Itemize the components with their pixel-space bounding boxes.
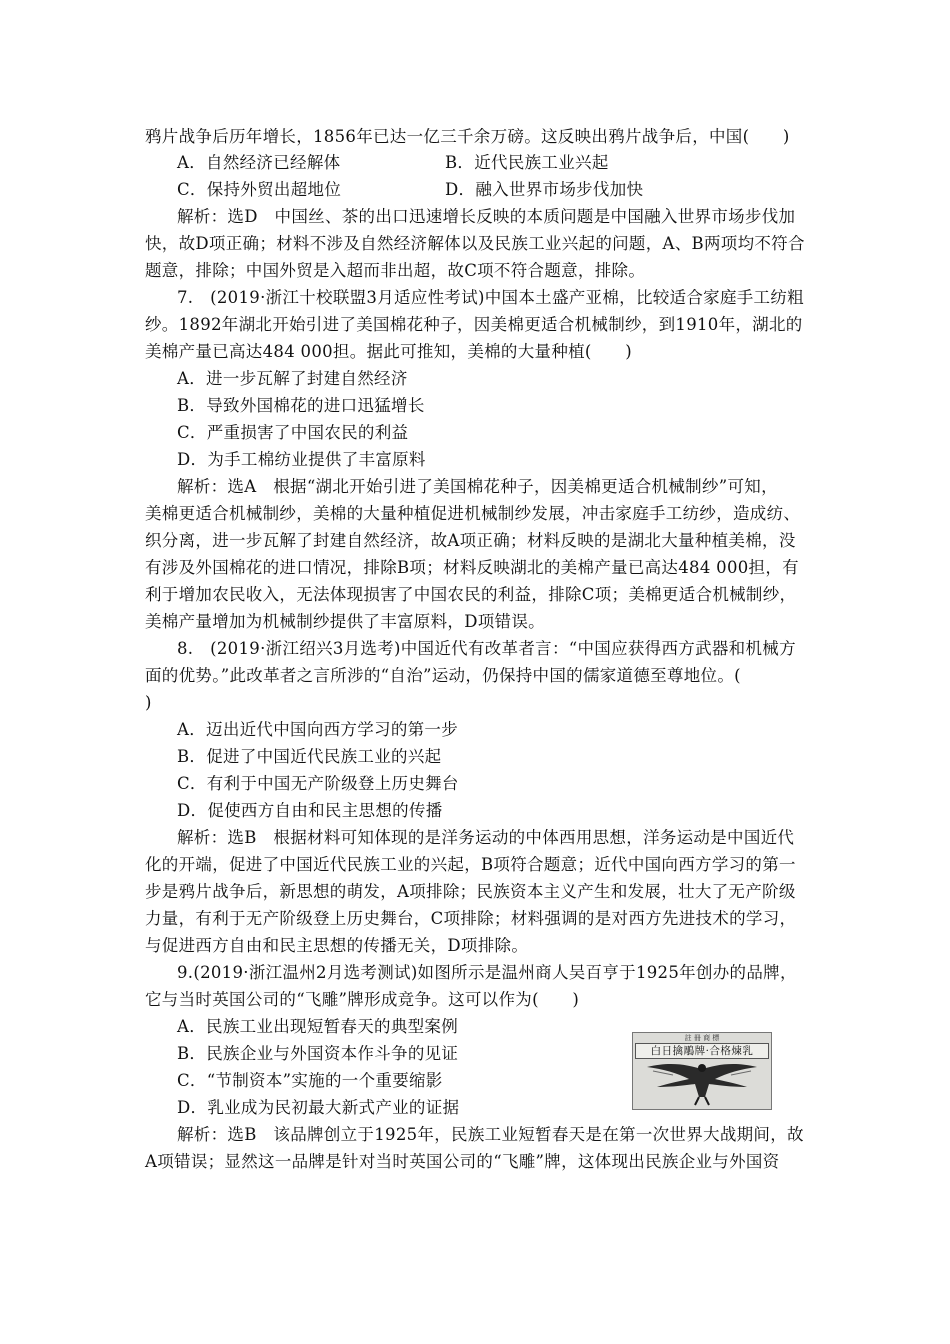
q9-stem-line: 它与当时英国公司的“飞雕”牌形成竞争。这可以作为( ) [145,990,580,1009]
q8-stem-line: 面的优势。”此改革者之言所涉的“自治”运动，仍保持中国的儒家道德至尊地位。( [145,666,741,685]
q6-option-a: A．自然经济已经解体 [177,153,341,172]
q9-option-d: D．乳业成为民初最大新式产业的证据 [177,1098,460,1117]
q7-stem-line: 7. (2019·浙江十校联盟3月适应性考试)中国本土盛产亚棉，比较适合家庭手工纺粗 [177,288,804,307]
q9-option-c: C．“节制资本”实施的一个重要缩影 [177,1071,443,1090]
q9-analysis-line: A项错误；显然这一品牌是针对当时英国公司的“飞雕”牌，这体现出民族企业与外国资 [145,1152,780,1171]
q7-analysis-line: 解析：选A 根据“湖北开始引进了美国棉花种子，因美棉更适合机械制纱”可知， [177,477,778,496]
q9-stem-line: 9.(2019·浙江温州2月选考测试)如图所示是温州商人吴百亨于1925年创办的品牌， [177,963,797,982]
q6-option-b: B．近代民族工业兴起 [445,153,609,172]
q8-option-a: A．迈出近代中国向西方学习的第一步 [177,720,459,739]
eagle-icon [633,1057,771,1109]
q7-analysis-line: 织分离，进一步瓦解了封建自然经济，故A项正确；材料反映的是湖北大量种植美棉，没 [145,531,796,550]
q8-analysis-line: 化的开端，促进了中国近代民族工业的兴起，B项符合题意；近代中国向西方学习的第一 [145,855,796,874]
q8-option-d: D．促使西方自由和民主思想的传播 [177,801,443,820]
q6-option-d: D．融入世界市场步伐加快 [445,180,644,199]
q9-analysis-line: 解析：选B 该品牌创立于1925年，民族工业短暂春天是在第一次世界大战期间，故 [177,1125,804,1144]
q8-option-c: C．有利于中国无产阶级登上历史舞台 [177,774,459,793]
logo-trademark-text: 註 冊 商 標 [684,1034,720,1042]
q9-option-a: A．民族工业出现短暂春天的典型案例 [177,1017,459,1036]
q8-analysis-line: 力量，有利于无产阶级登上历史舞台，C项排除；材料强调的是对西方先进技术的学习， [145,909,797,928]
q7-stem-line: 纱。1892年湖北开始引进了美国棉花种子，因美棉更适合机械制纱，到1910年，湖北的 [145,315,803,334]
q7-analysis-line: 美棉产量增加为机械制纱提供了丰富原料，D项错误。 [145,612,545,631]
q7-stem-line: 美棉产量已高达484 000担。据此可推知，美棉的大量种植( ) [145,342,633,361]
q8-analysis-line: 与促进西方自由和民主思想的传播无关，D项排除。 [145,936,529,955]
q6-option-c: C．保持外贸出超地位 [177,180,342,199]
q8-stem-line: 8. (2019·浙江绍兴3月选考)中国近代有改革者言：“中国应获得西方武器和机械方 [177,639,796,658]
q7-analysis-line: 利于增加农民收入，无法体现损害了中国农民的利益，排除C项；美棉更适合机械制纱， [145,585,797,604]
q9-option-b: B．民族企业与外国资本作斗争的见证 [177,1044,459,1063]
q6-stem-line: 鸦片战争后历年增长，1856年已达一亿三千余万磅。这反映出鸦片战争后，中国( ) [145,127,790,146]
q8-analysis-line: 步是鸦片战争后，新思想的萌发，A项排除；民族资本主义产生和发展，壮大了无产阶级 [145,882,796,901]
q7-option-c: C．严重损害了中国农民的利益 [177,423,409,442]
q7-option-b: B．导致外国棉花的进口迅猛增长 [177,396,425,415]
q8-analysis-line: 解析：选B 根据材料可知体现的是洋务运动的中体西用思想，洋务运动是中国近代 [177,828,795,847]
q7-analysis-line: 有涉及外国棉花的进口情况，排除B项；材料反映湖北的美棉产量已高达484 000担，有 [145,558,799,577]
q8-stem-line: ) [145,693,152,712]
q6-analysis-line: 题意，排除；中国外贸是入超而非出超，故C项不符合题意，排除。 [145,261,646,280]
brand-logo-image [632,1032,772,1110]
logo-brand-band: 白日擒鵰牌·合格煉乳 [635,1043,769,1059]
q7-option-a: A．进一步瓦解了封建自然经济 [177,369,408,388]
q6-analysis-line: 快，故D项正确；材料不涉及自然经济解体以及民族工业兴起的问题，A、B两项均不符合 [145,234,805,253]
q7-option-d: D．为手工棉纺业提供了丰富原料 [177,450,426,469]
q6-analysis-line: 解析：选D 中国丝、茶的出口迅速增长反映的本质问题是中国融入世界市场步伐加 [177,207,796,226]
q7-analysis-line: 美棉更适合机械制纱，美棉的大量种植促进机械制纱发展，冲击家庭手工纺纱，造成纺、 [145,504,801,523]
q8-option-b: B．促进了中国近代民族工业的兴起 [177,747,442,766]
